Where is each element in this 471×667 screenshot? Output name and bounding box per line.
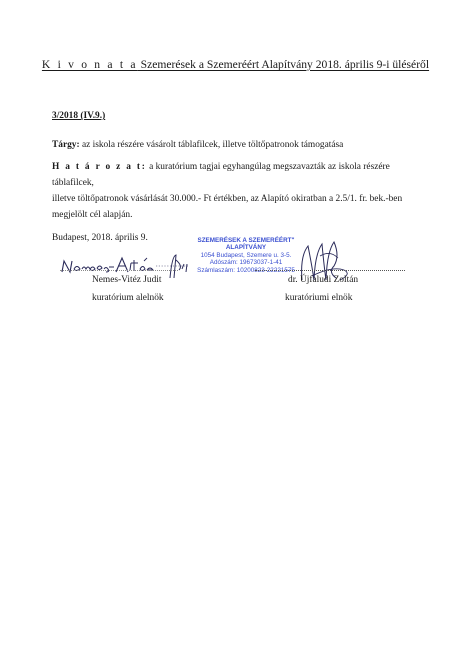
decision-line-1: a kuratórium tagjai egyhangúlag megszavazták az iskola részére táblafilcek, (52, 162, 390, 188)
right-signer-name: dr. Újfaludi Zoltán (288, 275, 359, 285)
decision-paragraph (52, 159, 432, 223)
right-signature-line (255, 270, 405, 271)
decision-line-3: megjelölt cél alapján. (52, 210, 133, 220)
left-signer-role: kuratórium alelnök (92, 293, 164, 303)
stamp-line-1: SZEMERÉSEK A SZEMERÉÉRT" (197, 237, 295, 244)
decision-line-2: illetve töltőpatronok vásárlását 30.000.- Ft értékben, az Alapító okiratban a 2.5/1. fr. bek.-ben (52, 194, 403, 204)
stamp-line-3: 1054 Budapest, Szemere u. 3-5. (200, 251, 292, 259)
subject-paragraph (52, 137, 432, 153)
right-signer-role: kuratóriumi elnök (285, 293, 353, 303)
stamp-line-5: Számlaszám: 10200823-22221575 (197, 266, 295, 274)
decision-label: H a t á r o z a t: (52, 162, 147, 172)
subject-text: az iskola részére vásárolt táblafilcek, illetve töltőpatronok támogatása (79, 140, 344, 150)
resolution-number: 3/2018 (IV.9.) (52, 111, 106, 121)
document-title (0, 58, 471, 71)
stamp-line-4: Adószám: 19673037-1-41 (209, 259, 283, 267)
left-signer-name: Nemes-Vitéz Judit (92, 275, 162, 285)
left-signature-line (60, 270, 178, 271)
title-spaced: K i v o n a t a (41, 58, 138, 71)
place-date: Budapest, 2018. április 9. (52, 233, 148, 243)
subject-label: Tárgy: (52, 140, 80, 150)
stamp-line-2: ALAPÍTVÁNY (225, 244, 267, 252)
title-rest: Szemerések a Szemeréért Alapítvány 2018. április 9-i üléséről (137, 58, 430, 71)
